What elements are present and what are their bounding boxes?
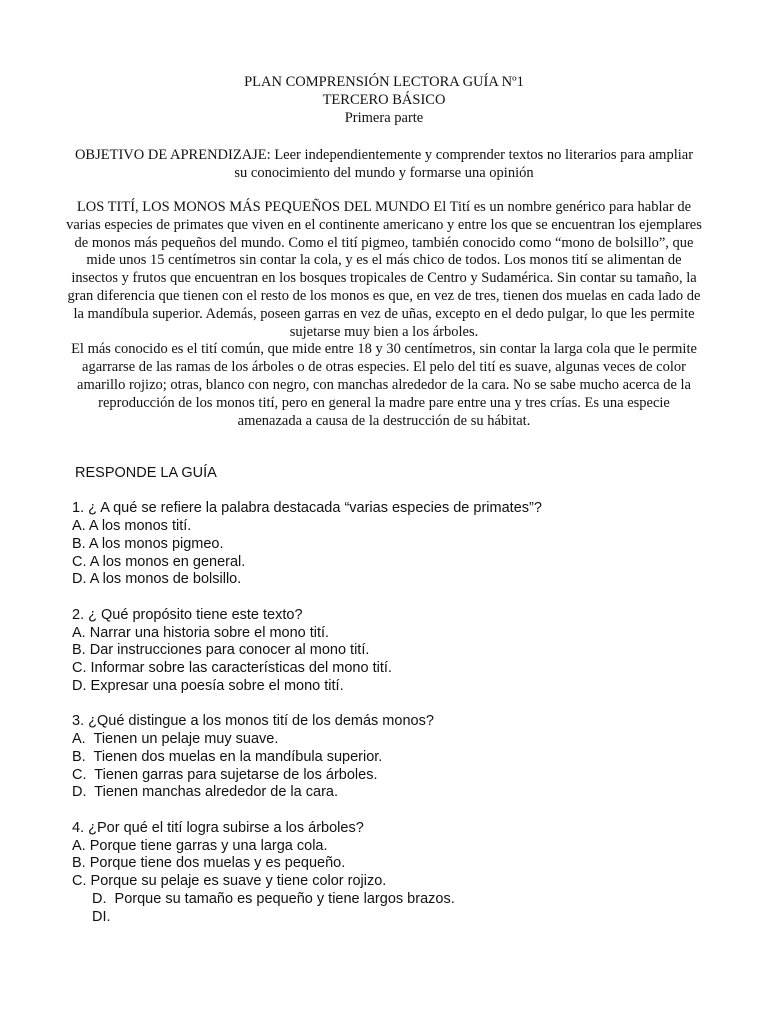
question-text: 1. ¿ A qué se refiere la palabra destacada “varias especies de primates”?: [72, 500, 542, 517]
document-title: PLAN COMPRENSIÓN LECTORA GUÍA Nº1: [244, 74, 524, 90]
answer-option: C. Tienen garras para sujetarse de los árboles.: [72, 766, 378, 783]
part-label: Primera parte: [344, 110, 424, 126]
answer-option: A. A los monos tití.: [72, 518, 192, 535]
answer-option: D. Expresar una poesía sobre el mono tití.: [72, 677, 344, 694]
question-text: 3. ¿Qué distingue a los monos tití de los demás monos?: [72, 713, 434, 730]
question-2: [72, 607, 712, 696]
document-header: [0, 73, 768, 127]
grade-level: TERCERO BÁSICO: [322, 92, 446, 108]
answer-option: C. Porque su pelaje es suave y tiene color rojizo.: [72, 873, 387, 890]
answer-option: C. A los monos en general.: [72, 553, 246, 570]
question-text: 4. ¿Por qué el tití logra subirse a los árboles?: [72, 819, 364, 836]
answer-option: B. Porque tiene dos muelas y es pequeño.: [72, 855, 346, 872]
question-guide: [72, 465, 712, 927]
guide-title: RESPONDE LA GUÍA: [75, 465, 217, 481]
answer-option: DI.: [92, 908, 111, 925]
question-4: [72, 820, 712, 927]
answer-option: A. Porque tiene garras y una larga cola.: [72, 837, 328, 854]
reading-paragraph-2: El más conocido es el tití común, que mide entre 18 y 30 centímetros, sin contar la larga cola que le permite agarrarse de las ramas de los árboles o de otras especies. El pelo del tití es suave, algunas veces de color amarillo rojizo; otras, blanco con negro, con manchas alrededor de la cara. No se sabe mucho acerca de la reproducción de los monos tití, pero en general la madre pare entre una y tres crías. Es una especie amenazada a causa de la destrucción de su hábitat.: [71, 341, 697, 429]
answer-option: D. Tienen manchas alrededor de la cara.: [72, 784, 338, 801]
answer-option: D. A los monos de bolsillo.: [72, 571, 242, 588]
answer-option: A. Narrar una historia sobre el mono tití.: [72, 624, 330, 641]
answer-option: D. Porque su tamaño es pequeño y tiene largos brazos.: [92, 890, 455, 907]
answer-option: B. A los monos pigmeo.: [72, 535, 224, 552]
question-1: [72, 500, 712, 589]
reading-text: [66, 199, 702, 430]
question-text: 2. ¿ Qué propósito tiene este texto?: [72, 606, 303, 623]
reading-paragraph-1: LOS TITÍ, LOS MONOS MÁS PEQUEÑOS DEL MUNDO El Tití es un nombre genérico para hablar de varias especies de primates que viven en el continente americano y entre los que se encuentran los ejemplares de monos más pequeños del mundo. Como el tití pigmeo, también conocido como “mono de bolsillo”, que mide unos 15 centímetros sin contar la cola, y es el más chico de todos. Los monos tití se alimentan de insectos y frutos que encuentran en los bosques tropicales de Centro y Sudamérica. Sin contar su tamaño, la gran diferencia que tienen con el resto de los monos es que, en vez de tres, tienen dos muelas en cada lado de la mandíbula superior. Además, poseen garras en vez de uñas, excepto en el dedo pulgar, lo que les permite sujetarse muy bien a los árboles.: [66, 199, 702, 340]
answer-option: A. Tienen un pelaje muy suave.: [72, 731, 279, 748]
learning-objective: OBJETIVO DE APRENDIZAJE: Leer independientemente y comprender textos no literarios para ampliar su conocimiento del mundo y formarse una opinión: [74, 147, 694, 181]
answer-option: B. Tienen dos muelas en la mandíbula superior.: [72, 748, 383, 765]
answer-option: B. Dar instrucciones para conocer al mono tití.: [72, 642, 370, 659]
answer-option: C. Informar sobre las características del mono tití.: [72, 660, 392, 677]
question-3: [72, 713, 712, 802]
